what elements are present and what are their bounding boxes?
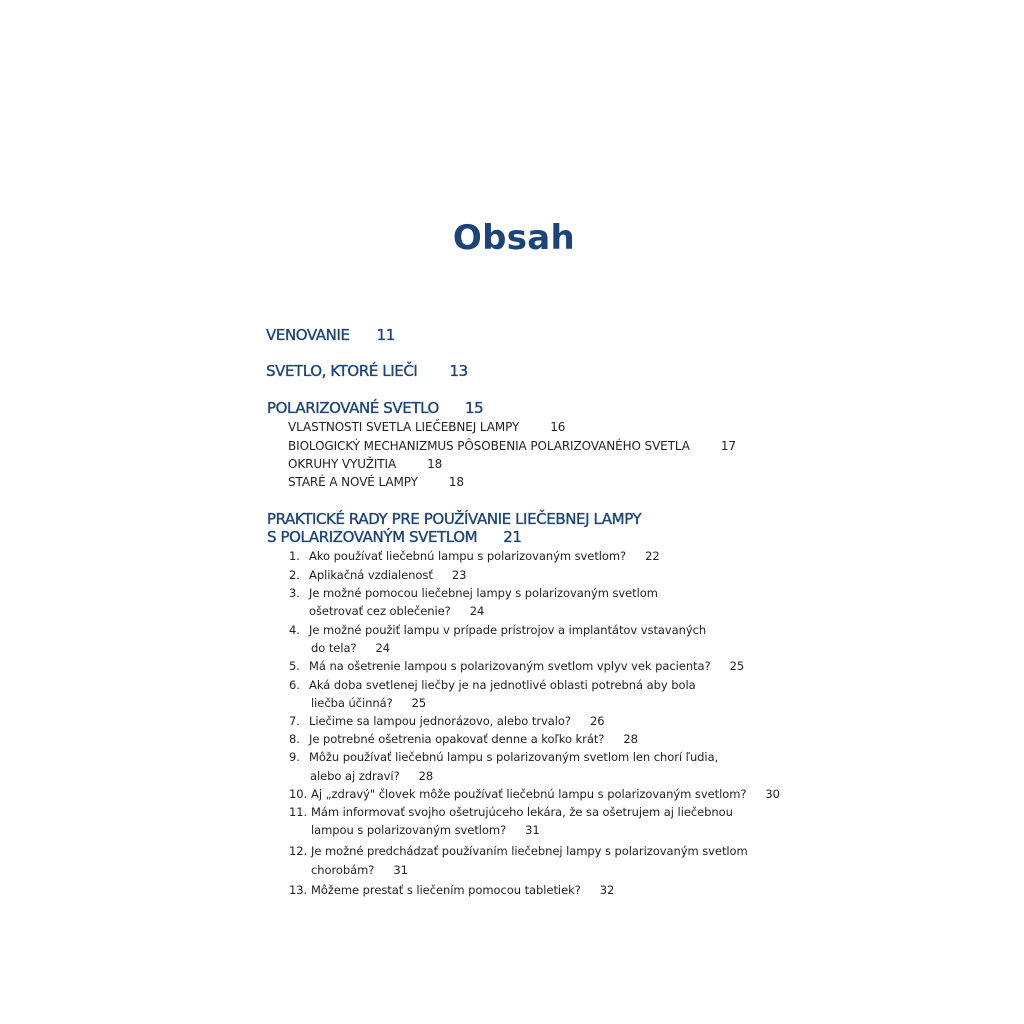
question-text-cont: lampou s polarizovaným svetlom? [311,823,507,837]
question-number: 10. [289,787,308,801]
question-number: 3. [289,586,300,600]
question-item-continuation[interactable] [309,604,484,618]
question-page: 31 [393,863,408,877]
question-item[interactable] [289,750,718,764]
question-item[interactable] [289,659,744,673]
question-text: Aká doba svetlenej liečby je na jednotlivé oblasti potrebná aby bola [309,678,696,692]
toc-subentry-label: BIOLOGICKÝ MECHANIZMUS PÔSOBENIA POLARIZOVANÉHO SVETLA [288,439,690,453]
question-page: 32 [599,883,615,897]
question-item[interactable] [289,732,638,746]
question-item[interactable] [289,883,614,897]
toc-subentry[interactable] [288,475,464,489]
question-text: Mám informovať svojho ošetrujúceho lekára, že sa ošetrujem aj liečebnou [311,805,733,819]
question-item[interactable] [289,586,658,600]
question-page: 30 [765,787,780,801]
question-page: 23 [451,568,467,582]
toc-entry-page: 21 [503,528,522,546]
toc-subentry[interactable] [288,457,442,471]
question-text: Aplikačná vzdialenosť [309,568,433,582]
question-text-cont: chorobám? [311,863,375,877]
question-item[interactable] [289,678,696,692]
toc-subentry-label: VLASTNOSTI SVETLA LIEČEBNEJ LAMPY [288,420,520,434]
question-text-cont: alebo aj zdraví? [310,769,400,783]
toc-entry-page: 13 [449,362,468,380]
toc-entry-label: VENOVANIE [266,326,350,344]
question-number: 6. [289,678,300,692]
question-text-cont: ošetrovať cez oblečenie? [309,604,451,618]
question-text-cont: do tela? [311,641,357,655]
question-text: Je možné predchádzať používaním liečebnej lampy s polarizovaným svetlom [311,844,748,858]
question-text: Môžeme prestať s liečením pomocou tabletiek? [311,883,581,897]
question-text: Je potrebné ošetrenia opakovať denne a koľko krát? [309,732,605,746]
page-title: Obsah [452,218,576,258]
toc-subentry-label: STARÉ A NOVÉ LAMPY [288,475,418,489]
question-number: 8. [289,732,300,746]
question-item-continuation[interactable] [310,769,433,783]
toc-entry-label-line1: PRAKTICKÉ RADY PRE POUŽÍVANIE LIEČEBNEJ LAMPY [267,510,642,528]
question-item[interactable] [289,805,733,819]
toc-subentry-label: OKRUHY VYUŽITIA [288,457,397,471]
toc-entry-venovanie[interactable] [266,326,395,344]
question-page: 25 [411,696,427,710]
question-item[interactable] [289,787,780,801]
question-number: 2. [289,568,300,582]
question-page: 24 [375,641,391,655]
question-item-continuation[interactable] [311,696,426,710]
question-number: 1. [289,549,300,563]
question-page: 26 [589,714,605,728]
question-item[interactable] [289,714,605,728]
question-text: Je možné použiť lampu v prípade prístrojov a implantátov vstavaných [309,623,707,637]
toc-subentry-page: 18 [427,457,443,471]
toc-subentry-page: 16 [550,420,566,434]
question-number: 4. [289,623,300,637]
toc-entry-label-line2: S POLARIZOVANÝM SVETLOM [267,528,478,546]
toc-subentry-page: 17 [720,439,736,453]
question-number: 7. [289,714,300,728]
question-item-continuation[interactable] [311,863,408,877]
question-number: 9. [289,750,300,764]
question-item-continuation[interactable] [311,641,390,655]
question-number: 5. [289,659,300,673]
question-page: 28 [418,769,434,783]
question-page: 24 [469,604,485,618]
question-page: 31 [525,823,540,837]
toc-entry-label: POLARIZOVANÉ SVETLO [267,399,439,417]
question-number: 12. [289,844,308,858]
toc-subentry[interactable] [288,420,565,434]
toc-entry-prakticke-rady[interactable] [267,510,641,528]
question-item[interactable] [289,844,748,858]
toc-entry-page: 15 [464,399,484,417]
question-text: Aj „zdravý" človek môže používať liečebnú lampu s polarizovaným svetlom? [311,787,747,801]
question-number: 13. [289,883,308,897]
question-page: 28 [623,732,638,746]
question-text: Má na ošetrenie lampou s polarizovaným svetlom vplyv vek pacienta? [309,659,711,673]
toc-entry-svetlo-ktore-lieci[interactable] [266,362,468,380]
question-text: Liečime sa lampou jednorázovo, alebo trvalo? [309,714,571,728]
toc-entry-page: 11 [376,326,395,344]
toc-subentry[interactable] [288,439,736,453]
toc-entry-polarizovane-svetlo[interactable] [267,399,483,417]
question-item[interactable] [289,623,706,637]
question-item-continuation[interactable] [311,823,540,837]
question-item[interactable] [289,568,466,582]
toc-entry-prakticke-rady-line2[interactable] [267,528,522,546]
question-text: Je možné pomocou liečebnej lampy s polarizovaným svetlom [309,586,658,600]
question-number: 11. [289,805,308,819]
question-page: 22 [645,549,660,563]
toc-subentry-page: 18 [448,475,464,489]
toc-entry-label: SVETLO, KTORÉ LIEČI [266,362,418,380]
question-text: Ako používať liečebnú lampu s polarizovaným svetlom? [309,549,627,563]
question-item[interactable] [289,549,660,563]
question-text-cont: liečba účinná? [311,696,393,710]
question-text: Môžu používať liečebnú lampu s polarizovaným svetlom len chorí ľudia, [309,750,719,764]
question-page: 25 [729,659,745,673]
